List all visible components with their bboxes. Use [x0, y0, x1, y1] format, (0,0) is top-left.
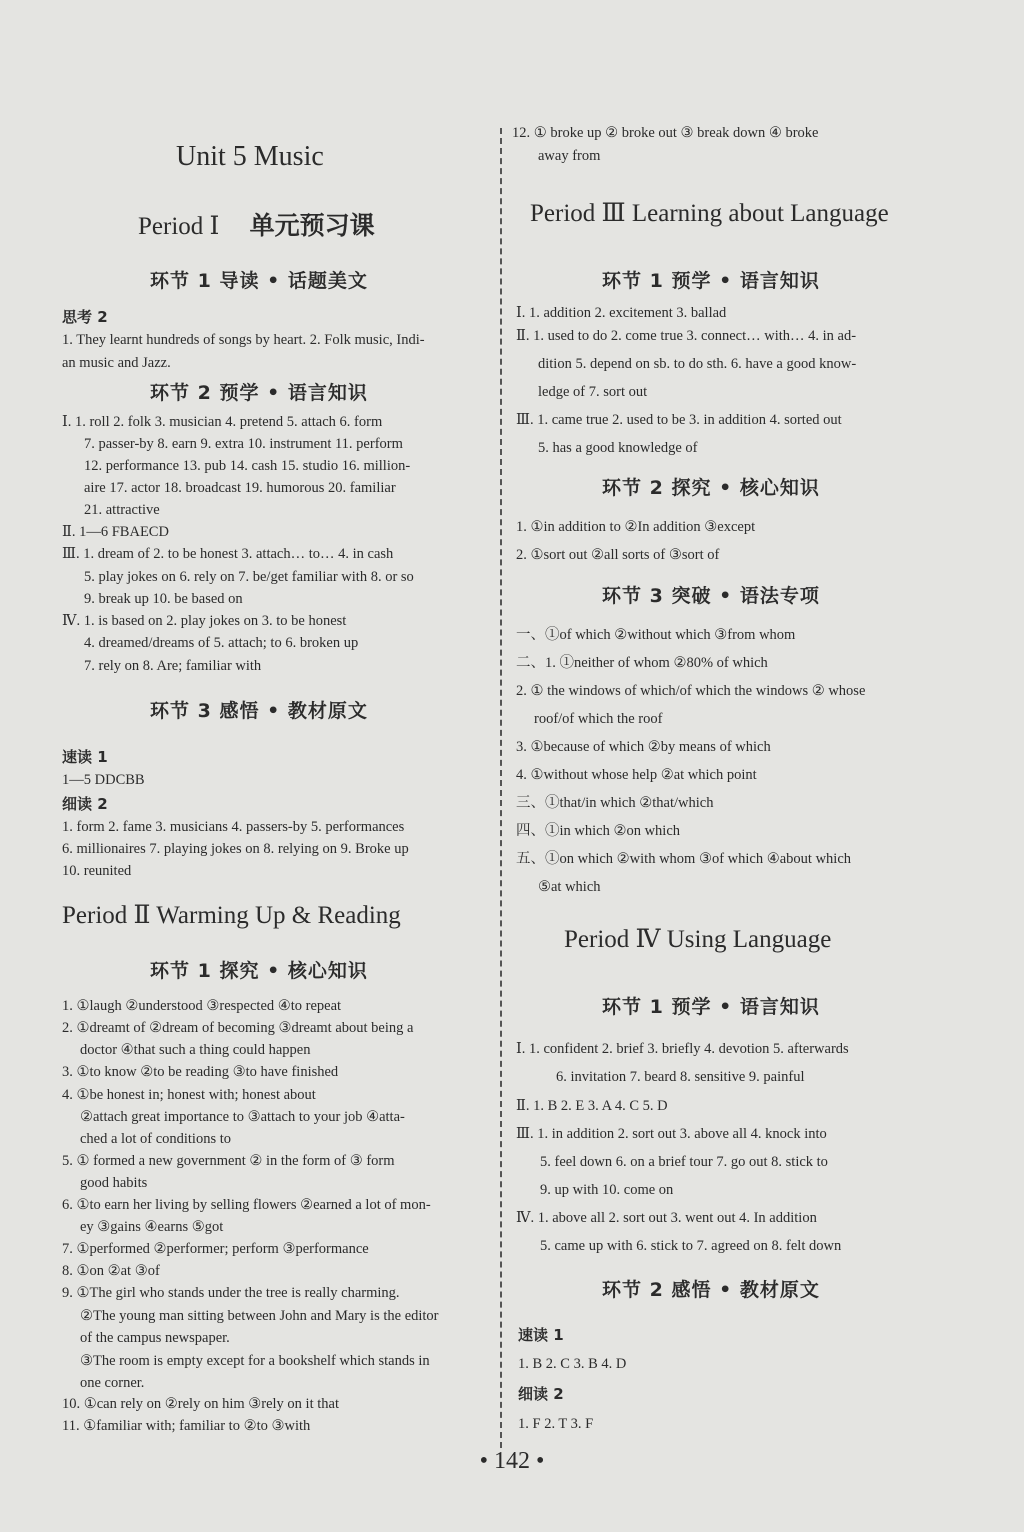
text-line: 7. rely on 8. Are; familiar with: [84, 658, 262, 674]
text-line: 9. up with 10. come on: [540, 1182, 674, 1198]
text-line: an music and Jazz.: [62, 355, 171, 371]
p4-s2-label2: 细读 2: [518, 1385, 564, 1403]
text-line: ey ③gains ④earns ⑤got: [80, 1219, 224, 1235]
text-line: 5. has a good knowledge of: [538, 440, 698, 456]
text-line: 6. millionaires 7. playing jokes on 8. relying on 9. Broke up: [62, 841, 409, 857]
text-line: Ⅳ. 1. above all 2. sort out 3. went out 4. In addition: [516, 1210, 817, 1226]
text-line: 12. performance 13. pub 14. cash 15. studio 16. million-: [84, 458, 411, 474]
text-line: 21. attractive: [84, 502, 160, 518]
text-line: 二、1. ①neither of whom ②80% of which: [516, 655, 768, 671]
text-line: 1—5 DDCBB: [62, 772, 145, 788]
period4-title: Period Ⅳ Using Language: [564, 926, 832, 953]
text-line: 7. ①performed ②performer; perform ③performance: [62, 1241, 369, 1257]
text-line: 3. ①to know ②to be reading ③to have finished: [62, 1064, 339, 1080]
text-line: 9. break up 10. be based on: [84, 591, 243, 607]
text-line: ②attach great importance to ③attach to your job ④atta-: [80, 1109, 405, 1125]
text-line: one corner.: [80, 1375, 145, 1391]
text-line: 12. ① broke up ② broke out ③ break down ④ broke: [512, 125, 819, 141]
text-line: good habits: [80, 1175, 148, 1191]
text-line: ②The young man sitting between John and Mary is the editor: [80, 1308, 439, 1324]
period1-title: [138, 210, 375, 243]
text-line: 5. came up with 6. stick to 7. agreed on 8. felt down: [540, 1238, 842, 1254]
text-line: ⑤at which: [538, 879, 601, 895]
p1-s3-label2: 细读 2: [62, 795, 108, 813]
page-number: • 142 •: [479, 1448, 545, 1474]
text-line: 5. play jokes on 6. rely on 7. be/get familiar with 8. or so: [84, 569, 414, 585]
text-line: Ⅱ. 1. B 2. E 3. A 4. C 5. D: [516, 1098, 668, 1114]
text-line: 5. feel down 6. on a brief tour 7. go out 8. stick to: [540, 1154, 828, 1170]
period3-title: Period Ⅲ Learning about Language: [530, 200, 889, 227]
column-divider: [500, 128, 502, 1448]
p1-s3-label1: 速读 1: [62, 748, 108, 766]
p2-s1-heading: 环节 1 探究 • 核心知识: [150, 960, 368, 982]
text-line: 1. F 2. T 3. F: [518, 1416, 594, 1432]
period1-title-cn: 单元预习课: [249, 211, 375, 240]
text-line: 10. ①can rely on ②rely on him ③rely on it that: [62, 1396, 339, 1412]
period1-title-en: Period Ⅰ: [138, 213, 220, 240]
period2-title: Period Ⅱ Warming Up & Reading: [62, 902, 401, 929]
text-line: dition 5. depend on sb. to do sth. 6. have a good know-: [538, 356, 857, 372]
text-line: away from: [538, 148, 601, 164]
text-line: 5. ① formed a new government ② in the form of ③ form: [62, 1153, 395, 1169]
text-line: Ⅲ. 1. in addition 2. sort out 3. above all 4. knock into: [516, 1126, 827, 1142]
text-line: 4. dreamed/dreams of 5. attach; to 6. broken up: [84, 635, 359, 651]
text-line: aire 17. actor 18. broadcast 19. humorous 20. familiar: [84, 480, 396, 496]
text-line: 四、①in which ②on which: [516, 823, 681, 839]
text-line: 2. ① the windows of which/of which the windows ② whose: [516, 683, 866, 699]
p3-s1-heading: 环节 1 预学 • 语言知识: [602, 270, 820, 292]
text-line: 11. ①familiar with; familiar to ②to ③with: [62, 1418, 311, 1434]
text-line: Ⅱ. 1—6 FBAECD: [62, 524, 169, 540]
text-line: 7. passer-by 8. earn 9. extra 10. instrument 11. perform: [84, 436, 403, 452]
text-line: Ⅱ. 1. used to do 2. come true 3. connect… with… 4. in ad-: [516, 328, 857, 344]
text-line: ched a lot of conditions to: [80, 1131, 232, 1147]
text-line: Ⅰ. 1. addition 2. excitement 3. ballad: [516, 305, 727, 321]
text-line: Ⅰ. 1. confident 2. brief 3. briefly 4. devotion 5. afterwards: [516, 1041, 849, 1057]
text-line: 1. form 2. fame 3. musicians 4. passers-by 5. performances: [62, 819, 405, 835]
text-line: ledge of 7. sort out: [538, 384, 648, 400]
text-line: 五、①on which ②with whom ③of which ④about which: [516, 851, 852, 867]
p3-s2-heading: 环节 2 探究 • 核心知识: [602, 477, 820, 499]
text-line: of the campus newspaper.: [80, 1330, 230, 1346]
text-line: 1. ①in addition to ②In addition ③except: [516, 519, 756, 535]
text-line: 2. ①sort out ②all sorts of ③sort of: [516, 547, 720, 563]
text-line: Ⅲ. 1. dream of 2. to be honest 3. attach… to… 4. in cash: [62, 546, 394, 562]
p3-s3-heading: 环节 3 突破 • 语法专项: [602, 585, 820, 607]
text-line: 1. ①laugh ②understood ③respected ④to repeat: [62, 998, 342, 1014]
p4-s2-label1: 速读 1: [518, 1326, 564, 1344]
text-line: 6. ①to earn her living by selling flowers ②earned a lot of mon-: [62, 1197, 431, 1213]
text-line: Ⅳ. 1. is based on 2. play jokes on 3. to be honest: [62, 613, 347, 629]
text-line: doctor ④that such a thing could happen: [80, 1042, 311, 1058]
text-line: 1. They learnt hundreds of songs by heart. 2. Folk music, Indi-: [62, 332, 425, 348]
text-line: ③The room is empty except for a bookshelf which stands in: [80, 1353, 430, 1369]
text-line: 9. ①The girl who stands under the tree is really charming.: [62, 1285, 400, 1301]
text-line: Ⅲ. 1. came true 2. used to be 3. in addition 4. sorted out: [516, 412, 842, 428]
text-line: 三、①that/in which ②that/which: [516, 795, 714, 811]
text-line: 8. ①on ②at ③of: [62, 1263, 160, 1279]
text-line: 6. invitation 7. beard 8. sensitive 9. painful: [556, 1069, 805, 1085]
text-line: 4. ①be honest in; honest with; honest about: [62, 1087, 316, 1103]
p1-s2-heading: 环节 2 预学 • 语言知识: [150, 382, 368, 404]
text-line: 4. ①without whose help ②at which point: [516, 767, 757, 783]
p1-s1-label: 思考 2: [62, 308, 108, 326]
text-line: roof/of which the roof: [534, 711, 663, 727]
text-line: 10. reunited: [62, 863, 132, 879]
unit-title: Unit 5 Music: [176, 141, 324, 172]
text-line: Ⅰ. 1. roll 2. folk 3. musician 4. pretend 5. attach 6. form: [62, 414, 383, 430]
text-line: 3. ①because of which ②by means of which: [516, 739, 771, 755]
text-line: 一、①of which ②without which ③from whom: [516, 627, 796, 643]
p1-s3-heading: 环节 3 感悟 • 教材原文: [150, 700, 368, 722]
text-line: 1. B 2. C 3. B 4. D: [518, 1356, 627, 1372]
p1-s1-heading: 环节 1 导读 • 话题美文: [150, 270, 368, 292]
p4-s1-heading: 环节 1 预学 • 语言知识: [602, 996, 820, 1018]
text-line: 2. ①dreamt of ②dream of becoming ③dreamt about being a: [62, 1020, 414, 1036]
p4-s2-heading: 环节 2 感悟 • 教材原文: [602, 1279, 820, 1301]
